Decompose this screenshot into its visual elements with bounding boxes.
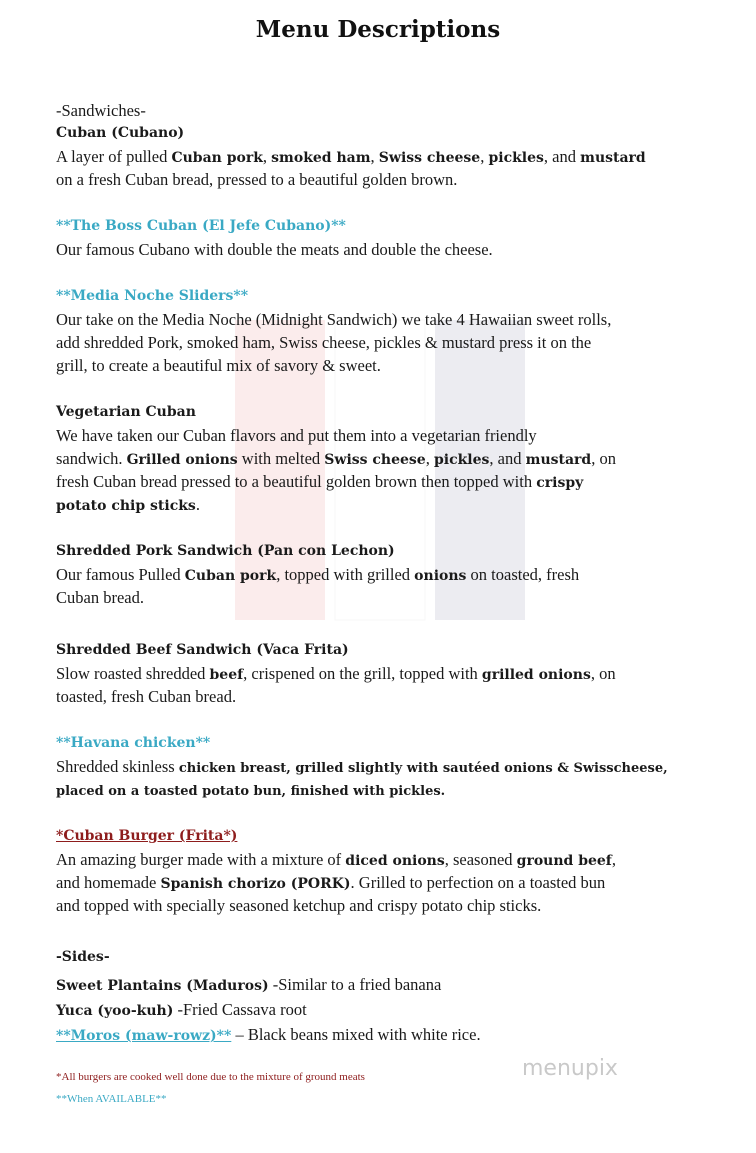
item-desc-line: placed on a toasted potato bun, finished with pickles. — [56, 784, 446, 799]
side-item: **Moros (maw-rowz)** – Black beans mixed with white rice. — [56, 1025, 481, 1044]
item-title: Vegetarian Cuban — [56, 404, 196, 420]
menu-item-havana-chicken — [56, 732, 736, 801]
section-header-sandwiches: -Sandwiches- — [56, 101, 146, 120]
item-desc-line: add shredded Pork, smoked ham, Swiss cheese, pickles & mustard press it on the — [56, 333, 592, 352]
menu-item-vegetarian-cuban — [56, 401, 736, 516]
item-desc-line: Shredded skinless chicken breast, grilled slightly with sautéed onions & Swisscheese, — [56, 757, 668, 776]
menu-content — [56, 99, 736, 1110]
menu-item-cuban-burger — [56, 825, 736, 917]
item-title: **Media Noche Sliders** — [56, 288, 249, 304]
menu-item-shredded-beef — [56, 639, 736, 708]
sides-section — [56, 946, 736, 1046]
side-item: Sweet Plantains (Maduros) -Similar to a fried banana — [56, 975, 442, 994]
menu-item-cuban — [56, 122, 736, 191]
item-desc-line: Our take on the Media Noche (Midnight Sandwich) we take 4 Hawaiian sweet rolls, — [56, 310, 612, 329]
item-desc-line: Cuban bread. — [56, 588, 144, 607]
item-desc-line: and homemade Spanish chorizo (PORK). Grilled to perfection on a toasted bun — [56, 873, 606, 892]
item-desc-line: A layer of pulled Cuban pork, smoked ham, Swiss cheese, pickles, and mustard — [56, 147, 646, 166]
item-desc-line: on a fresh Cuban bread, pressed to a beautiful golden brown. — [56, 170, 458, 189]
item-desc-line: and topped with specially seasoned ketchup and crispy potato chip sticks. — [56, 896, 542, 915]
side-item: Yuca (yoo-kuh) -Fried Cassava root — [56, 1000, 307, 1019]
item-title: *Cuban Burger (Frita*) — [56, 828, 238, 844]
item-desc-line: Our famous Pulled Cuban pork, topped with grilled onions on toasted, fresh — [56, 565, 580, 584]
item-desc-line: grill, to create a beautiful mix of savory & sweet. — [56, 356, 381, 375]
item-title: **The Boss Cuban (El Jefe Cubano)** — [56, 218, 346, 234]
item-desc-line: Slow roasted shredded beef, crispened on the grill, topped with grilled onions, on — [56, 664, 616, 683]
item-title: **Havana chicken** — [56, 735, 211, 751]
item-desc-line: fresh Cuban bread pressed to a beautiful golden brown then topped with crispy — [56, 472, 584, 491]
menu-item-shredded-pork — [56, 540, 736, 609]
item-title: Shredded Pork Sandwich (Pan con Lechon) — [56, 543, 395, 559]
item-title: Shredded Beef Sandwich (Vaca Frita) — [56, 642, 349, 658]
item-desc-line: sandwich. Grilled onions with melted Swiss cheese, pickles, and mustard, on — [56, 449, 616, 468]
page-title: Menu Descriptions — [255, 16, 501, 43]
item-desc-line: An amazing burger made with a mixture of diced onions, seasoned ground beef, — [56, 850, 616, 869]
footnote-availability: **When AVAILABLE** — [56, 1093, 167, 1105]
footnote-burgers: *All burgers are cooked well done due to the mixture of ground meats — [56, 1071, 365, 1083]
item-title: Cuban (Cubano) — [56, 125, 185, 141]
item-desc-line: potato chip sticks. — [56, 495, 200, 514]
menu-item-boss-cuban — [56, 215, 736, 261]
item-desc-line: Our famous Cubano with double the meats and double the cheese. — [56, 240, 493, 259]
item-desc-line: We have taken our Cuban flavors and put them into a vegetarian friendly — [56, 426, 537, 445]
menupix-watermark: menupix — [522, 1056, 618, 1081]
section-header-sides: -Sides- — [56, 949, 110, 965]
item-desc-line: toasted, fresh Cuban bread. — [56, 687, 237, 706]
menu-item-media-noche — [56, 285, 736, 377]
